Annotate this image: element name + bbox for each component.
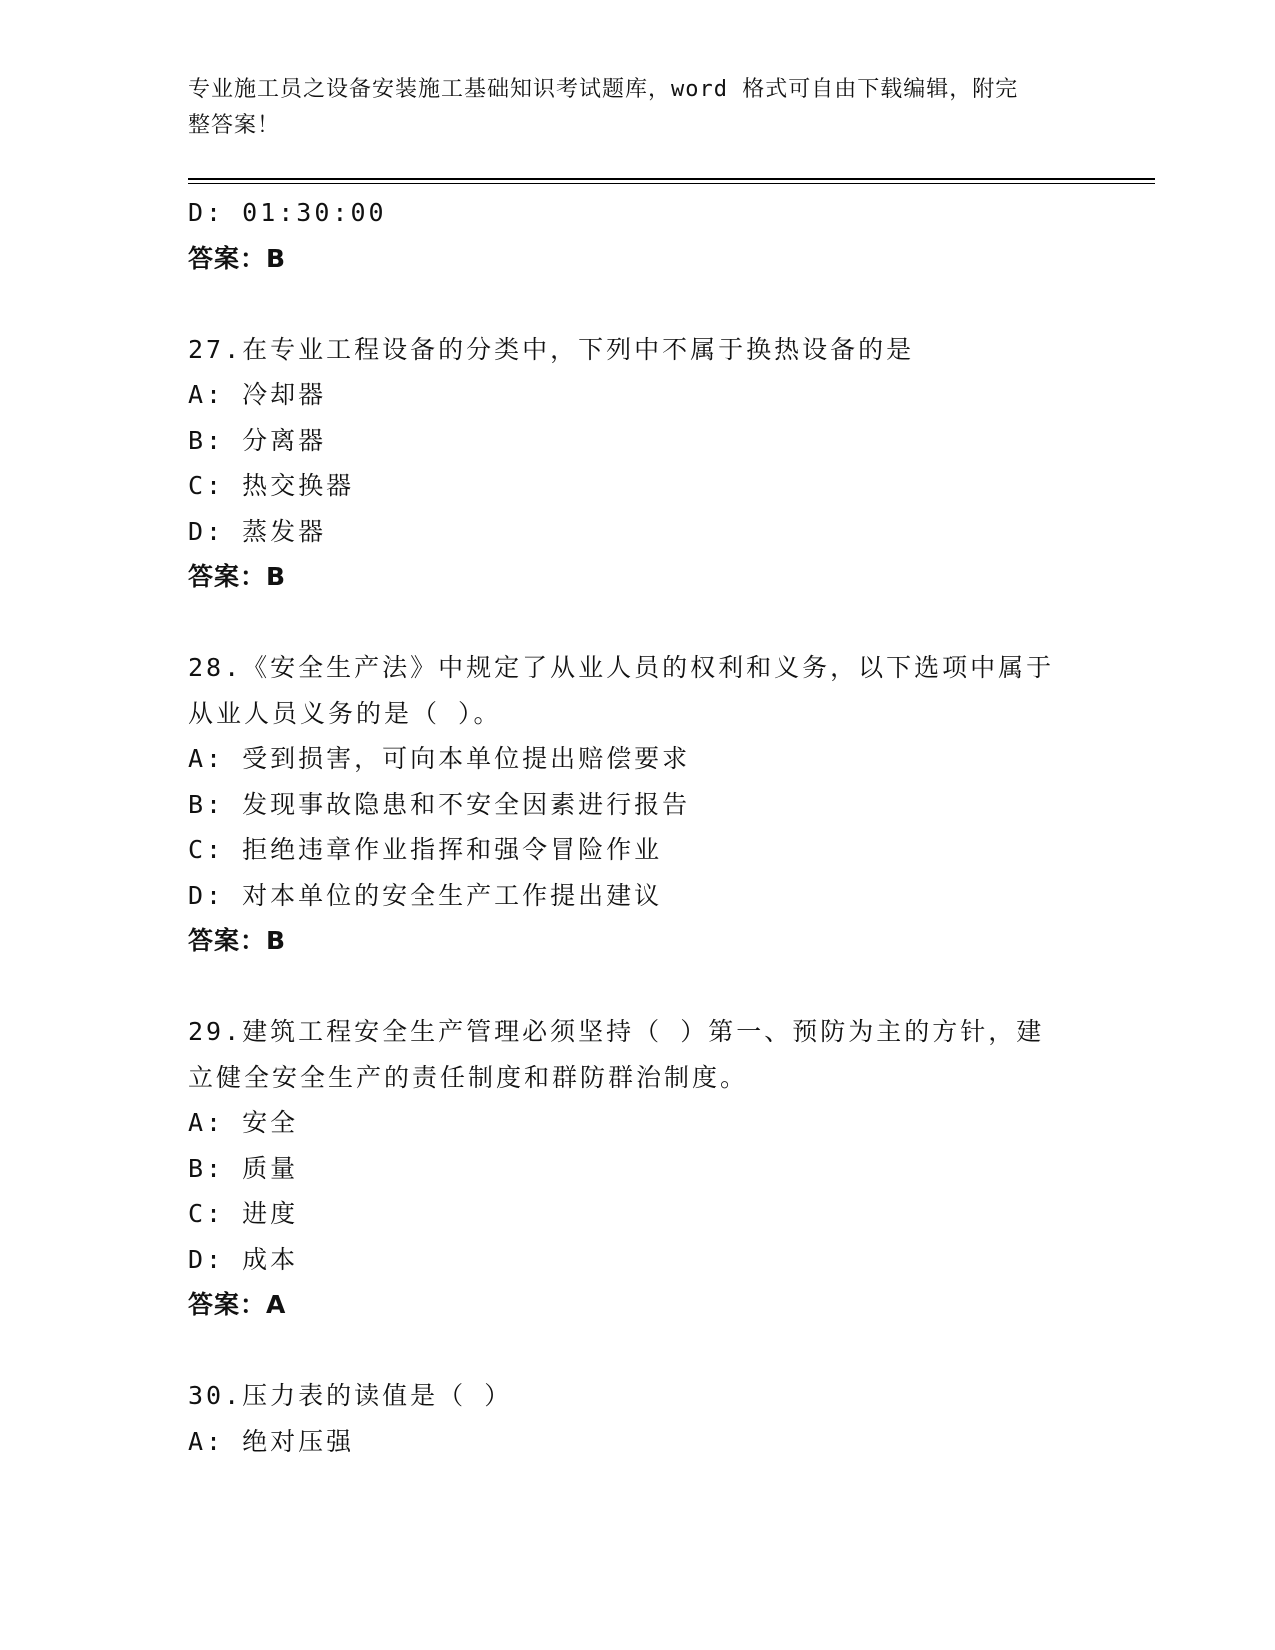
question-30-stem: 30.压力表的读值是（ ） xyxy=(188,1381,513,1410)
question-27-option-d: D: 蒸发器 xyxy=(188,516,327,546)
question-28-answer: 答案：B xyxy=(188,926,287,955)
question-28-option-c: C: 拒绝违章作业指挥和强令冒险作业 xyxy=(188,835,663,864)
question-29-answer: 答案：A xyxy=(188,1290,287,1319)
question-28-option-a: A: 受到损害，可向本单位提出赔偿要求 xyxy=(188,744,691,773)
document-header xyxy=(188,72,1068,144)
spacer xyxy=(188,281,1088,327)
question-list xyxy=(188,190,1088,1464)
question-27-stem: 27.在专业工程设备的分类中，下列中不属于换热设备的是 xyxy=(188,334,915,364)
question-28-stem-line-2: 从业人员义务的是（ ）。 xyxy=(188,698,502,728)
question-29-option-b: B: 质量 xyxy=(188,1153,299,1183)
question-28-stem-line-1: 28.《安全生产法》中规定了从业人员的权利和义务，以下选项中属于 xyxy=(188,653,1055,682)
header-divider-thick xyxy=(188,178,1155,180)
question-29-option-a: A: 安全 xyxy=(188,1108,299,1137)
question-27-option-b: B: 分离器 xyxy=(188,425,327,455)
answer-line: 答案：B xyxy=(188,243,287,273)
question-29-option-d: D: 成本 xyxy=(188,1244,299,1274)
question-28-option-d: D: 对本单位的安全生产工作提出建议 xyxy=(188,880,663,910)
spacer xyxy=(188,600,1088,646)
question-27-option-a: A: 冷却器 xyxy=(188,380,327,409)
spacer xyxy=(188,1328,1088,1374)
header-divider-thin xyxy=(188,183,1155,184)
header-line-1: 专业施工员之设备安装施工基础知识考试题库，word 格式可自由下载编辑，附完 xyxy=(188,77,1019,102)
question-29-stem-line-1: 29.建筑工程安全生产管理必须坚持（ ）第一、预防为主的方针，建 xyxy=(188,1017,1045,1046)
question-30-option-a: A: 绝对压强 xyxy=(188,1426,355,1456)
spacer xyxy=(188,964,1088,1010)
question-29-option-c: C: 进度 xyxy=(188,1199,299,1228)
question-28-option-b: B: 发现事故隐患和不安全因素进行报告 xyxy=(188,789,691,819)
question-27-option-c: C: 热交换器 xyxy=(188,471,355,500)
option-d: D: 01:30:00 xyxy=(188,198,387,227)
header-line-2: 整答案！ xyxy=(188,113,281,138)
question-29-stem-line-2: 立健全安全生产的责任制度和群防群治制度。 xyxy=(188,1062,749,1092)
question-27-answer: 答案：B xyxy=(188,562,287,591)
